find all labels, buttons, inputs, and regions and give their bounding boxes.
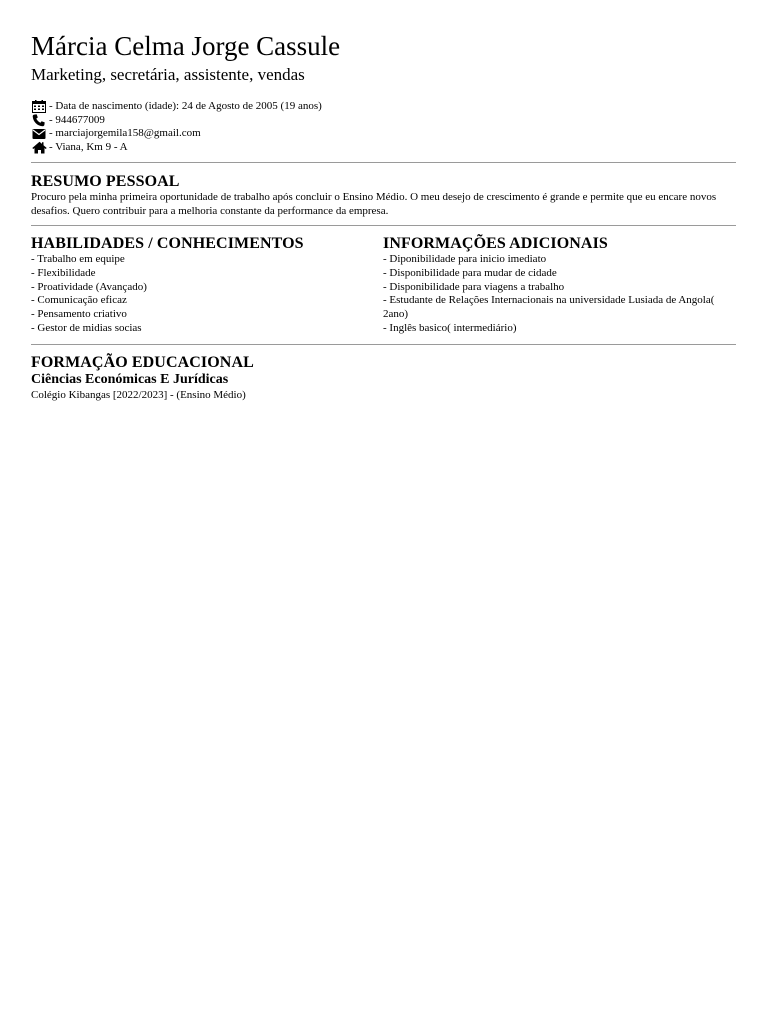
- contact-list: [31, 100, 736, 155]
- skill-item: - Trabalho em equipe: [31, 253, 125, 266]
- info-item: - Diponibilidade para inicio imediato: [383, 253, 547, 266]
- contact-email: [31, 127, 736, 141]
- candidate-subtitle: Marketing, secretária, assistente, vendas: [31, 65, 305, 84]
- skill-item: - Flexibilidade: [31, 266, 96, 279]
- summary-title: RESUMO PESSOAL: [31, 172, 180, 190]
- skill-item: - Pensamento criativo: [31, 308, 127, 321]
- birthdate-text: - Data de nascimento (idade): 24 de Agosto de 2005 (19 anos): [49, 100, 322, 112]
- contact-address: [31, 141, 736, 155]
- phone-icon: [31, 114, 47, 127]
- resume-page: [31, 30, 736, 402]
- info-item: - Inglês basico( intermediário): [383, 321, 517, 334]
- info-item: - Estudante de Relações Internacionais na universidade Lusiada de Angola( 2ano): [383, 294, 715, 321]
- summary-section: [31, 163, 736, 225]
- course-name: Ciências Económicas E Jurídicas: [31, 372, 229, 388]
- summary-text: Procuro pela minha primeira oportunidade de trabalho após concluir o Ensino Médio. O meu desejo de crescimento é grande e permite que eu encare novos desafios. Quero contribuir para a melhoria constante da performance da empresa.: [31, 190, 717, 217]
- info-item: - Disponibilidade para viagens a trabalho: [383, 280, 565, 293]
- skills-title: HABILIDADES / CONHECIMENTOS: [31, 235, 304, 253]
- additional-info-title: INFORMAÇÕES ADICIONAIS: [383, 235, 608, 253]
- candidate-name: Márcia Celma Jorge Cassule: [31, 31, 341, 61]
- skills-section: [31, 235, 383, 335]
- skill-item: - Proatividade (Avançado): [31, 280, 147, 293]
- contact-phone: [31, 114, 736, 128]
- school-details: Colégio Kibangas [2022/2023] - (Ensino Médio): [31, 389, 246, 402]
- home-icon: [31, 141, 47, 154]
- skill-item: - Gestor de midias socias: [31, 321, 142, 334]
- skills-and-info: [31, 226, 736, 344]
- envelope-icon: [31, 128, 47, 141]
- calendar-icon: [31, 100, 47, 113]
- info-item: - Disponibilidade para mudar de cidade: [383, 266, 557, 279]
- education-section: [31, 345, 736, 402]
- phone-text: - 944677009: [49, 113, 105, 126]
- address-text: - Viana, Km 9 - A: [49, 141, 128, 154]
- email-text: - marciajorgemila158@gmail.com: [49, 127, 201, 140]
- skill-item: - Comunicação eficaz: [31, 294, 127, 307]
- contact-birthdate: [31, 100, 736, 114]
- education-title: FORMAÇÃO EDUCACIONAL: [31, 354, 254, 372]
- additional-info-section: [383, 235, 736, 335]
